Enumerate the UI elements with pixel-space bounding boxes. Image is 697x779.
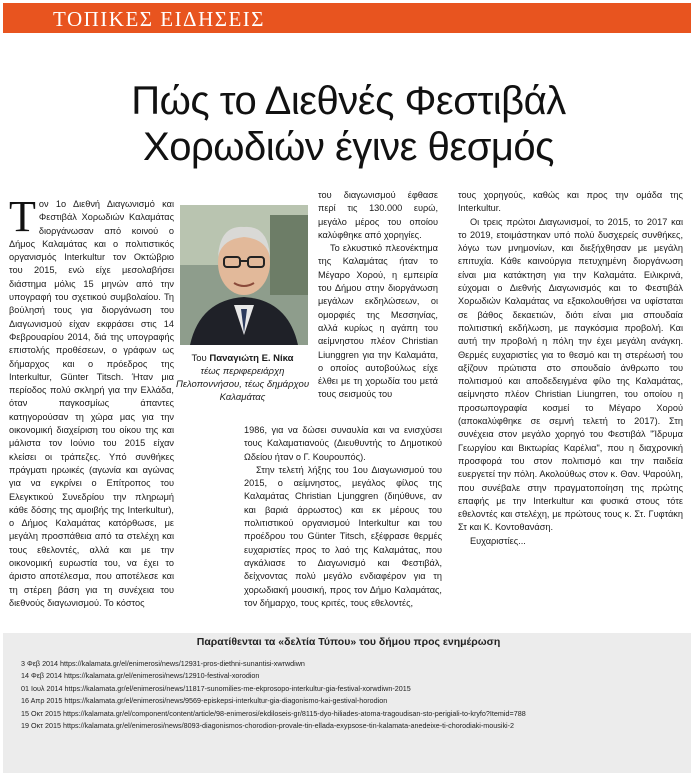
- paragraph: [9, 192, 174, 610]
- press-releases-list: [21, 658, 691, 732]
- section-banner: [3, 3, 691, 33]
- press-release-link[interactable]: 19 Οκτ 2015 https://kalamata.gr/el/enimerosi/news/8093-diagonismos-chorodion-provale-tin-ellada-exypsose-tin-kalamata-anedeixe-ti-chorodiaki-mousiki-2: [21, 721, 515, 731]
- paragraph: του διαγωνισμού έφθασε περί τις 130.000 ευρώ, μεγάλο μέρος του οποίου καλύφθηκε από χορηγίες.: [318, 190, 438, 240]
- press-release-link[interactable]: 3 Φεβ 2014 https://kalamata.gr/el/enimerosi/news/12931-pros-diethni-sunantisi-xwrwdiwn: [21, 659, 305, 668]
- caption-prefix: Του: [191, 353, 210, 364]
- paragraph-text: ον 1ο Διεθνή Διαγωνισμό και Φεστιβάλ Χορωδιών Καλαμάτας διοργάνωσαν από κοινού ο Δήμος Καλαμάτας και ο πολιτιστικός οργανισμός Interkultur τον Οκτώβριο του 2015, ενώ είχε μεσολαβήσει διάστημα μόλις 15 μηνών από την υπογραφή του σχετικού συμβολαίου. Τη βούλησή τους για διοργάνωση του Διαγωνισμού είχαν εκφράσει στις 14 Φεβρουαρίου 2014, διά της υπογραφής επιστολής προθέσεων, ο γράφων ως δήμαρχος και ο πρόεδρος της Interkultur, Günter Titsch. Ήταν μια περίοδος πολύ σκληρή για την Ελλάδα, όταν παγκοσμίως άπαντες κατηγορούσαν τη χώρα μας για την οικονομική διαχείριση του οίκου της και μάλιστα τον Ιούνιο του 2015 είχαν κλείσει οι τράπεζες. Υπό συνθήκες πράγματι ηρωικές (αγωνία και αγώνας για να εγκρίνει ο Επίτροπος του Ελεγκτικού Συνεδρίου την πληρωμή κάθε δόσης της αμοιβής της Interkultur), ο Δήμος Καλαμάτας κατόρθωσε, με μεγάλη προσπάθεια από τα στελέχη και τους εθελοντές, αλλά και με την οικονομική ευρωστία του, να έχει το άριστο αποτέλεσμα, που αποτέλεσε και τη στέρεη βάση για τη συνέχεια του διεθνούς διαγωνισμού. Το κόστος: [9, 199, 174, 608]
- paragraph: τους χορηγούς, καθώς και προς την ομάδα της Interkultur.: [458, 190, 683, 214]
- author-portrait-image: [180, 205, 308, 345]
- photo-caption: [170, 352, 315, 404]
- press-release-link[interactable]: 01 Ιουλ 2014 https://kalamata.gr/el/enimerosi/news/11817-sunomilies-me-ekprosopo-interkultur-gia-festival-xorwdiwn-2015: [21, 683, 411, 693]
- press-release-link[interactable]: 15 Οκτ 2015 https://kalamata.gr/el/component/content/article/98-enimerosi/ekdiloseis-gr/8115-dyo-hiliades-atoma-tragoudisan-sto-perigiali-to-kryfo?Itemid=788: [21, 708, 526, 718]
- paragraph: Οι τρεις πρώτοι Διαγωνισμοί, το 2015, το 2017 και το 2019, ετοιμάστηκαν υπό πολύ δυσχερείς συνθήκες, λόγω των μνημονίων, και διεξήχθησαν με μεγάλη επιτυχία. Κάθε καινούργια πετυχημένη διοργάνωση είναι μια κατάκτηση για την Καλαμάτα. Ειλικρινά, εύχομαι ο Διεθνής Διαγωνισμός και το Φεστιβάλ Χορωδιών Καλαμάτας να εξακολουθήσει να υφίσταται σε βάθος δεκαετιών, διότι είναι μια σπουδαία πολιτιστική εκδήλωση, με παγκόσμια προβολή. Και αυτή την προβολή η πόλη την έχει μεγάλη ανάγκη. Θερμές ευχαριστίες για το θεσμό και τη στερέωσή του αξίζουν πρώτιστα στο σπουδαίο άνθρωπο του πολιτισμού και αποδεδειγμένα φίλο της Καλαμάτας, αείμνηστο πλέον Christian Liungrren, του οποίου η προσωπογραφία κοσμεί το Μέγαρο Χορού (αποκαλύφθηκε σε σεμνή τελετή το 2017). Στη συνέχεια στον μεγάλο χορηγό του Φεστιβάλ "Ίδρυμα Γεωργίου και Βικτωρίας Καρέλια", που η διαχρονική προσφορά του στον πολιτισμό και την παιδεία ευεργετεί την πόλη. Ακολούθως στον κ. Θαν. Ψαρούλη, που συνέβαλε στην πραγματοποίηση της πρώτης επαφής με την Interkultur και φυσικά στους τότε εθελοντές και στελέχη, με πρώτους τους κ. Στ. Γυφτάκη Στ και Κ. Κοντοθανάση.: [458, 216, 683, 533]
- article-column-2-top: [318, 189, 438, 402]
- caption-name: Παναγιώτη Ε. Νίκα: [209, 353, 294, 364]
- paragraph: Το ελκυστικό πλεονέκτημα της Καλαμάτας ήταν το Μέγαρο Χορού, η εμπειρία του Δήμου στην διοργάνωση μεγάλων εκδηλώσεων, οι ομορφιές της Μεσσηνίας, αλλά κυρίως η αγάπη του αείμνηστου πλέον Christian Liunggren για την Καλαμάτα, ο οποίος αυτοβούλως είχε έλθει με τη χορωδία του μετά τους σεισμούς του: [318, 243, 438, 400]
- press-release-link[interactable]: 14 Φεβ 2014 https://kalamata.gr/el/enimerosi/news/12910-festival-xorodion: [21, 671, 260, 681]
- paragraph: Στην τελετή λήξης του 1ου Διαγωνισμού του 2015, ο αείμνηστος, μεγάλος φίλος της Καλαμάτας Christian Ljunggren (διηύθυνε, αν και βαριά άρρωστος) και εκ μέρους του πολιτιστικού οργανισμού Interkultur και του προέδρου του Günter Titsch, εξέφρασε θερμές ευχαριστίες προς το λαό της Καλαμάτας, που αγκάλιασε το Διαγωνισμό και Φεστιβάλ, δείχνοντας πολύ μεγάλο ενδιαφέρον για τη χορωδιακή μουσική, προς τον Δήμο Καλαμάτας, τον δήμαρχο, τους κριτές, τους εθελοντές,: [244, 464, 442, 608]
- article-column-2: [244, 424, 442, 610]
- headline-line-1: Πώς το Διεθνές Φεστιβάλ: [131, 79, 566, 123]
- section-banner-text: ΤΟΠΙΚΕΣ ΕΙΔΗΣΕΙΣ: [53, 7, 265, 31]
- press-releases-title: Παρατίθενται τα «δελτία Τύπου» του δήμου προς ενημέρωση: [196, 636, 501, 648]
- author-photo: [180, 205, 308, 345]
- press-release-link[interactable]: 16 Απρ 2015 https://kalamata.gr/el/enimerosi/news/9569-episkepsi-interkultur-gia-diagonismo-kai-gestival-horodion: [21, 696, 388, 706]
- article-column-3: [458, 189, 683, 548]
- paragraph: 1986, για να δώσει συναυλία και να ενισχύσει τους Καλαματιανούς (Διευθυντής το Δημοτικού Ωδείου ήταν ο Γ. Κουρουπός).: [244, 425, 442, 462]
- caption-role: τέως περιφερειάρχη Πελοποννήσου, τέως δημάρχου Καλαμάτας: [175, 366, 310, 403]
- article-column-1: [9, 192, 174, 610]
- headline: [0, 78, 697, 170]
- headline-line-2: Χορωδιών έγινε θεσμός: [143, 125, 554, 169]
- drop-cap: Τ: [9, 192, 36, 241]
- paragraph: Ευχαριστίες...: [470, 535, 526, 546]
